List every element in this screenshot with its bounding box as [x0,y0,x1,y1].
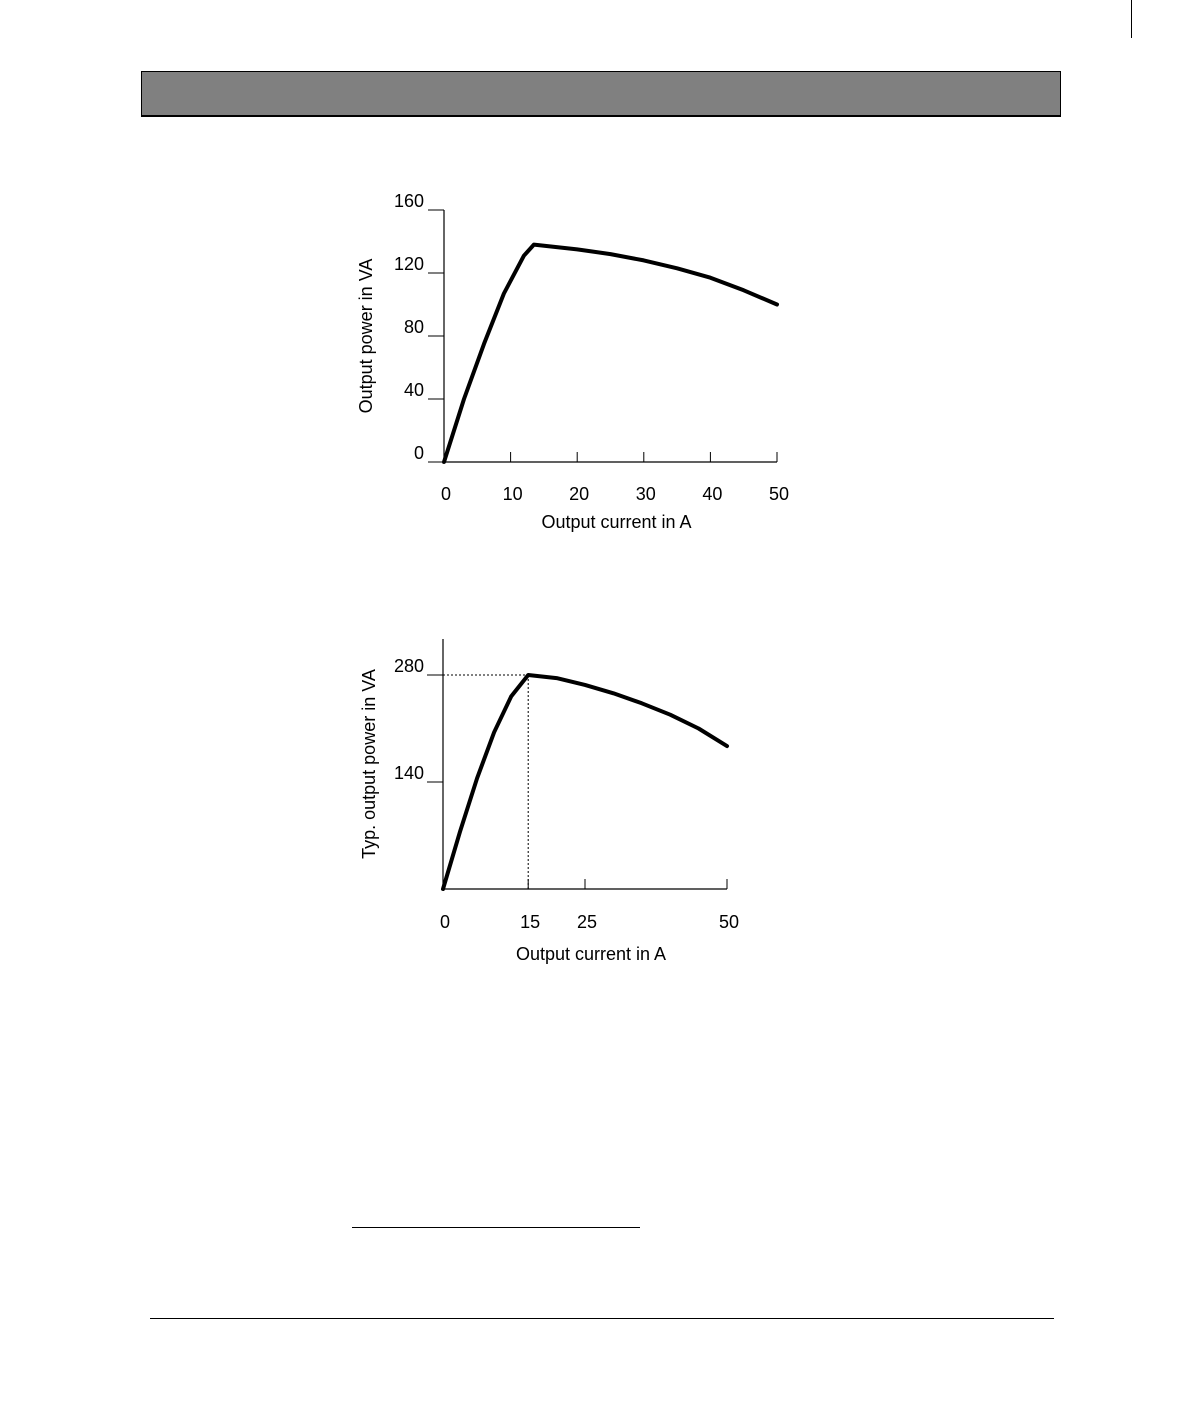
top-edge-line [1131,0,1132,38]
y-tick-label: 40 [403,380,424,400]
footer-rule [150,1318,1054,1319]
x-tick-label: 40 [702,484,723,504]
typ-output-power-chart [330,625,770,975]
y-axis-title: Output power in VA [356,258,376,414]
y-tick-label: 0 [413,443,424,463]
x-axis-title: Output current in A [541,512,692,532]
x-tick-label: 0 [440,484,452,504]
x-tick-label: 25 [576,912,598,932]
x-tick-label: 50 [718,912,740,932]
x-tick-label: 30 [635,484,656,504]
series-line [444,245,777,462]
x-tick-label: 15 [520,912,541,932]
y-tick-label: 160 [393,191,424,211]
output-power-chart [330,190,810,550]
x-tick-label: 10 [502,484,523,504]
header-bar-shadow [141,115,1061,117]
y-tick-label: 140 [393,763,424,783]
x-tick-label: 20 [569,484,590,504]
y-axis-title: Typ. output power in VA [359,669,379,859]
x-axis-title: Output current in A [515,944,667,964]
y-tick-label: 120 [393,254,424,274]
y-tick-label: 280 [393,656,424,676]
header-bar [141,71,1061,116]
footnote-rule [352,1227,640,1228]
x-tick-label: 0 [439,912,451,932]
y-tick-label: 80 [403,317,424,337]
series-line [443,675,727,889]
x-tick-label: 50 [768,484,790,504]
